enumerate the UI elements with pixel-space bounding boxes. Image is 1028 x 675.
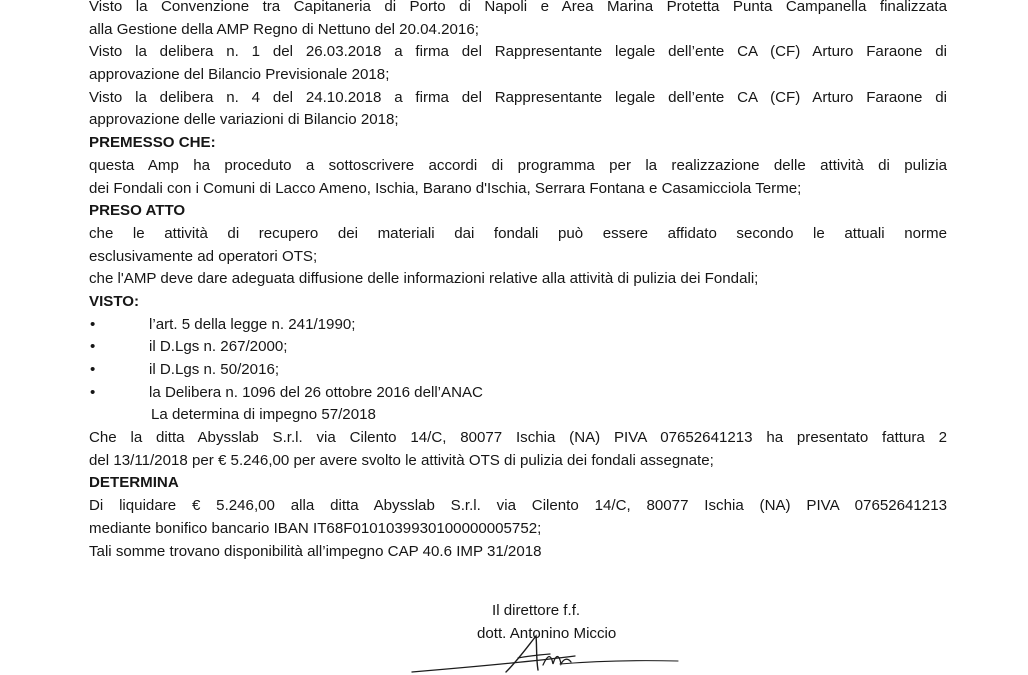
preso-atto-heading: PRESO ATTO xyxy=(89,202,186,220)
determina-line-2: mediante bonifico bancario IBAN IT68F0101039930100000005752; xyxy=(89,519,542,537)
bullet-icon: • xyxy=(90,383,96,401)
bullet-icon: • xyxy=(90,315,96,333)
list-item-text: l’art. 5 della legge n. 241/1990; xyxy=(149,315,356,333)
list-item-text: il D.Lgs n. 267/2000; xyxy=(149,338,288,356)
premesso-line-2: dei Fondali con i Comuni di Lacco Ameno, Ischia, Barano d'Ischia, Serrara Fontana e Casamicciola Terme; xyxy=(89,179,802,197)
handwritten-signature xyxy=(410,632,750,675)
preso-atto-line-3: che l'AMP deve dare adeguata diffusione delle informazioni relative alla attività di pulizia dei Fondali; xyxy=(89,270,759,288)
visto-delibera-1-line-2: approvazione del Bilancio Previsionale 2018; xyxy=(89,66,390,84)
document-body xyxy=(89,0,947,563)
determina-line-1: Di liquidare € 5.246,00 alla ditta Abysslab S.r.l. via Cilento 14/C, 80077 Ischia (NA) PIVA 07652641213 xyxy=(89,497,947,515)
visto-delibera-4-line-2: approvazione delle variazioni di Bilancio 2018; xyxy=(89,111,399,129)
visto-delibera-4-line-1: Visto la delibera n. 4 del 24.10.2018 a firma del Rappresentante legale dell’ente CA (CF) Arturo Faraone di xyxy=(89,88,947,106)
visto-delibera-1-line-1: Visto la delibera n. 1 del 26.03.2018 a firma del Rappresentante legale dell’ente CA (CF) Arturo Faraone di xyxy=(89,43,947,61)
visto-convenzione-line-2: alla Gestione della AMP Regno di Nettuno del 20.04.2016; xyxy=(89,20,479,38)
visto-convenzione-line-1: Visto la Convenzione tra Capitaneria di Porto di Napoli e Area Marina Protetta Punta Campanella finalizzata xyxy=(89,0,947,15)
signatory-role: Il direttore f.f. xyxy=(492,602,581,619)
premesso-heading: PREMESSO CHE: xyxy=(89,134,216,152)
fattura-line-1: Che la ditta Abysslab S.r.l. via Cilento 14/C, 80077 Ischia (NA) PIVA 07652641213 ha presentato fattura 2 xyxy=(89,429,947,447)
list-item-text: la Delibera n. 1096 del 26 ottobre 2016 dell’ANAC xyxy=(149,383,483,401)
visto-heading: VISTO: xyxy=(89,292,140,310)
preso-atto-line-2: esclusivamente ad operatori OTS; xyxy=(89,247,318,265)
list-item xyxy=(89,314,947,337)
determina-heading: DETERMINA xyxy=(89,474,179,492)
premesso-line-1: questa Amp ha proceduto a sottoscrivere accordi di programma per la realizzazione delle attività di pulizia xyxy=(89,156,947,174)
list-item-text: il D.Lgs n. 50/2016; xyxy=(149,361,280,378)
bullet-icon: • xyxy=(90,338,96,356)
fattura-line-2: del 13/11/2018 per € 5.246,00 per avere svolto le attività OTS di pulizia dei fondali assegnate; xyxy=(89,451,714,469)
preso-atto-line-1: che le attività di recupero dei materiali dai fondali può essere affidato secondo le attuali norme xyxy=(89,224,947,242)
bullet-icon: • xyxy=(90,361,96,378)
list-item xyxy=(89,336,947,359)
signatory-name: dott. Antonino Miccio xyxy=(477,624,617,642)
list-item xyxy=(89,359,947,382)
list-item xyxy=(89,382,947,405)
visto-extra-item: La determina di impegno 57/2018 xyxy=(151,406,376,424)
determina-line-3: Tali somme trovano disponibilità all’impegno CAP 40.6 IMP 31/2018 xyxy=(89,542,542,560)
